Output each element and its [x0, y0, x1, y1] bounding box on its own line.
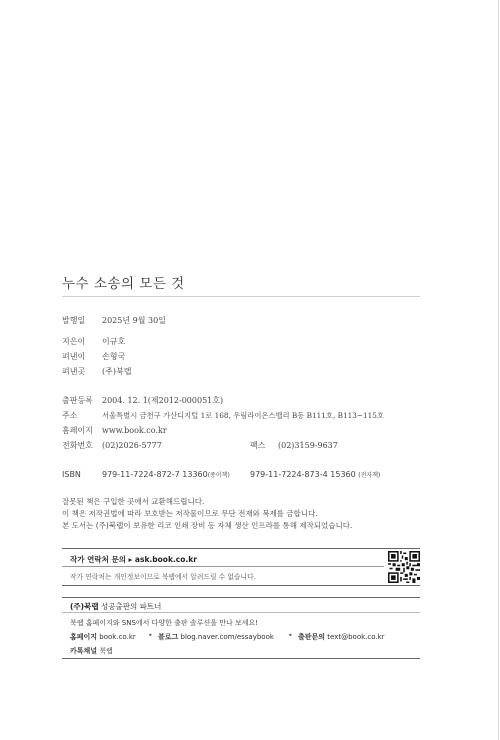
notice-line-3: 본 도서는 (주)북랩이 보유한 리코 인쇄 장비 등 자체 생산 인프라를 통해 제작되었습니다. [62, 521, 353, 530]
partner-homepage-label: 홈페이지 [70, 633, 98, 641]
isbn-paper-note: (종이책) [207, 472, 230, 479]
phone-label: 전화번호 [62, 441, 93, 450]
partner-intro: 북랩 홈페이지와 SNS에서 다양한 출판 솔루션을 만나 보세요! [70, 619, 259, 627]
partner-homepage[interactable] [70, 632, 136, 642]
partner-mid-rule [62, 612, 420, 613]
partner-homepage-value: book.co.kr [99, 633, 136, 641]
publisher-company-value: (주)북랩 [102, 367, 132, 376]
publisher-person-value: 손형국 [102, 352, 126, 361]
notice-line-2: 이 책은 저작권법에 따라 보호받는 저작물이므로 무단 전재와 복제를 금합니다. [62, 509, 318, 518]
publish-date-value: 2025년 9월 30일 [102, 316, 166, 325]
partner-blog[interactable] [158, 632, 274, 642]
author-value: 이규호 [102, 337, 126, 346]
box-mid-rule [62, 566, 384, 567]
partner-heading-text: 성공출판의 파트너 [98, 602, 162, 611]
fax-value: (02)3159-9637 [278, 441, 338, 450]
homepage-label: 홈페이지 [62, 426, 93, 435]
isbn-ebook [250, 469, 380, 481]
homepage-value: www.book.co.kr [102, 426, 167, 435]
book-title: 누수 소송의 모든 것 [62, 276, 185, 292]
partner-kakao[interactable] [70, 646, 113, 656]
author-label: 지은이 [62, 337, 86, 346]
partner-kakao-value: 북랩 [99, 647, 113, 655]
partner-inquiry-label: 출판문의 [298, 633, 326, 641]
partner-inquiry[interactable] [298, 632, 385, 642]
partner-blog-label: 블로그 [158, 633, 179, 641]
separator-bullet: • [148, 631, 153, 640]
author-contact-text: 작가 연락처는 개인정보이므로 북랩에서 알려드릴 수 없습니다. [70, 573, 256, 581]
page-edge-divider [498, 0, 499, 740]
registration-label: 출판등록 [62, 396, 93, 405]
partner-bottom-rule [62, 658, 420, 659]
partner-inquiry-value: text@book.co.kr [327, 633, 385, 641]
address-value: 서울특별시 금천구 가산디지털 1로 168, 우림라이온스밸리 B동 B111호, B113~115호 [102, 411, 384, 420]
partner-kakao-label: 카톡채널 [70, 647, 98, 655]
isbn-paper-number: 979-11-7224-872-7 13360 [102, 470, 208, 479]
partner-heading-brand: (주)북랩 [70, 602, 99, 611]
box-bottom-rule [62, 585, 420, 586]
isbn-ebook-number: 979-11-7224-873-4 15360 [250, 470, 356, 479]
author-contact-box [62, 548, 420, 586]
partner-heading [70, 601, 161, 612]
author-contact-heading[interactable]: 작가 연락처 문의 ▸ ask.book.co.kr [70, 555, 197, 564]
phone-value: (02)2026-5777 [102, 441, 162, 450]
publisher-company-label: 펴낸곳 [62, 367, 86, 376]
registration-value: 2004. 12. 1(제2012-000051호) [102, 396, 224, 405]
isbn-ebook-note: (전자책) [358, 472, 381, 479]
title-divider [62, 296, 420, 297]
separator-bullet: • [288, 631, 293, 640]
isbn-paper [102, 469, 230, 481]
publisher-person-label: 펴낸이 [62, 352, 86, 361]
notice-line-1: 잘못된 책은 구입한 곳에서 교환해드립니다. [62, 497, 205, 506]
isbn-label: ISBN [62, 470, 81, 479]
partner-blog-value: blog.naver.com/essaybook [180, 633, 274, 641]
publish-date-label: 발행일 [62, 316, 86, 325]
partner-box [62, 597, 420, 659]
address-label: 주소 [62, 411, 78, 420]
qr-code-icon[interactable] [388, 551, 420, 583]
partner-top-rule [62, 597, 420, 598]
fax-label: 팩스 [250, 441, 266, 450]
box-top-rule [62, 548, 420, 549]
